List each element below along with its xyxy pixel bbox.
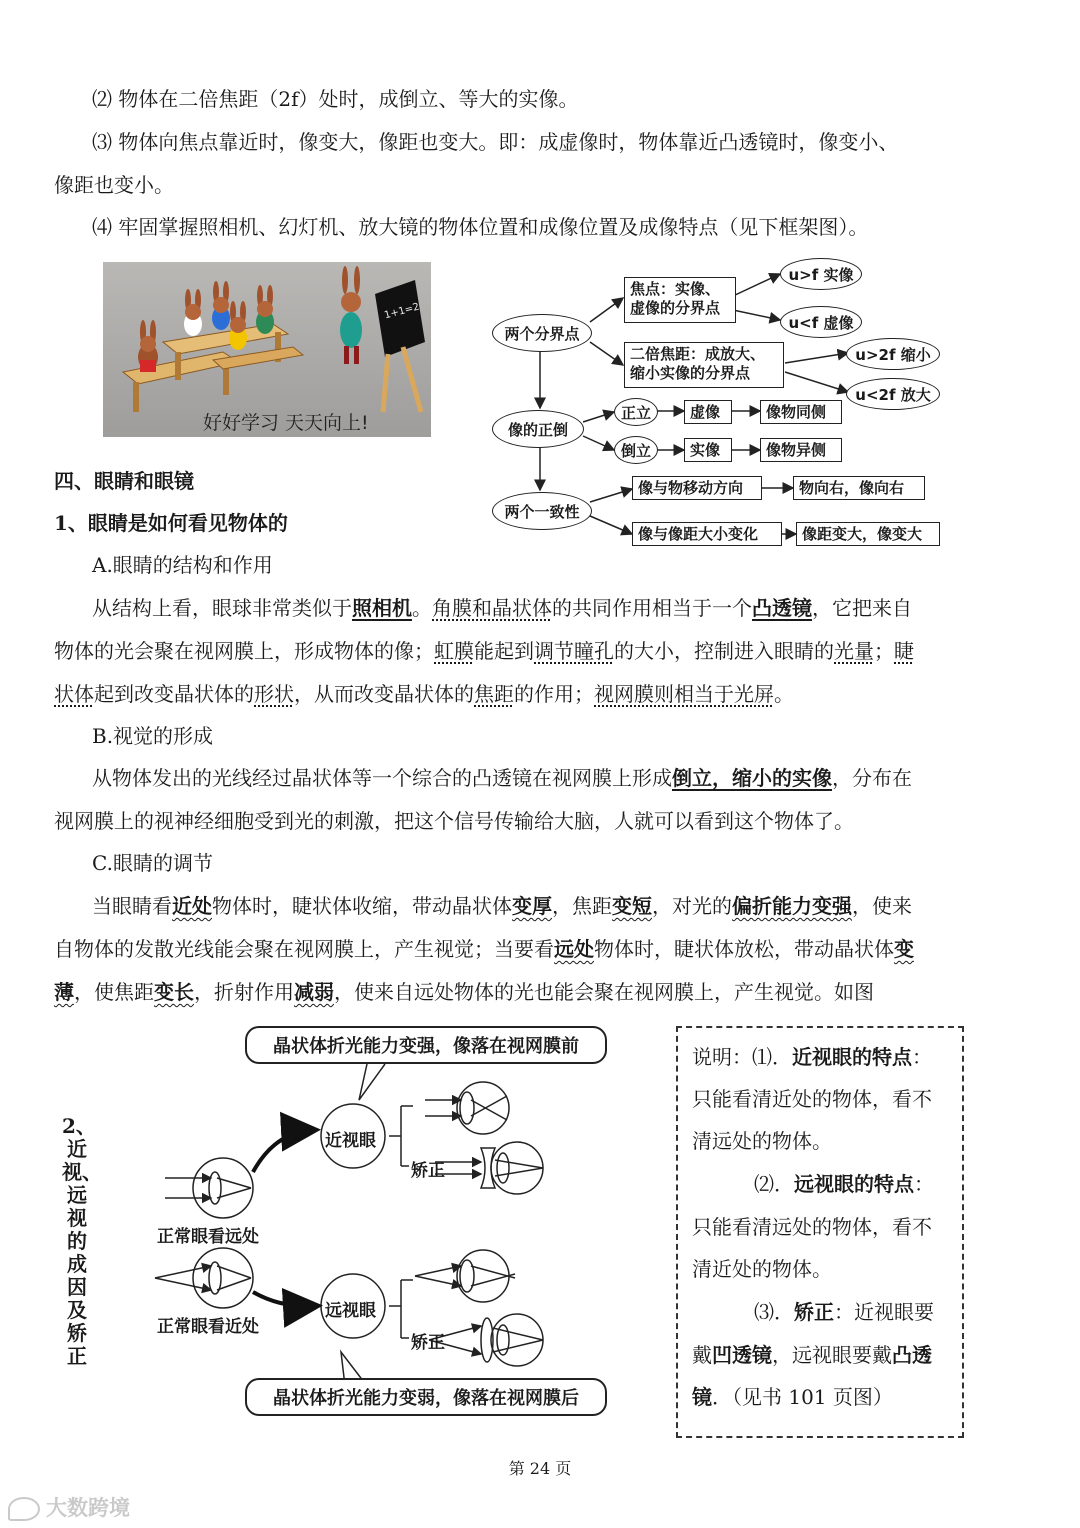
node-two-boundaries: 两个分界点 [492, 314, 592, 352]
box-move-direction: 像与物移动方向 [632, 476, 762, 500]
watermark [8, 1492, 130, 1522]
node-upright: 正立 [614, 398, 658, 426]
watermark-text: 大数跨境 [46, 1496, 130, 1520]
para-a-line-2: 物体的光会聚在视网膜上，形成物体的像；虹膜能起到调节瞳孔的大小，控制进入眼睛的光量；睫 [54, 639, 914, 663]
page-number: 第 24 页 [508, 1459, 572, 1478]
bubble-hyperopia-cause: 晶状体折光能力变弱，像落在视网膜后 [245, 1378, 607, 1416]
two-f-box-line-2: 缩小实像的分界点 [630, 364, 751, 382]
node-u-lt-2f: u<2f 放大 [846, 378, 940, 410]
focus-boundary-box [624, 277, 736, 323]
label-correction-hyperopia: 矫正 [411, 1333, 445, 1353]
note-line-8: 戴凹透镜，远视眼要戴凸透 [692, 1343, 932, 1367]
note-line-6: 清近处的物体。 [692, 1257, 832, 1281]
para-b-line-2: 视网膜上的视神经细胞受到光的刺激，把这个信号传输给大脑，人就可以看到这个物体了。 [54, 809, 854, 833]
node-inverted: 倒立 [614, 436, 658, 464]
myopia-hyperopia-diagram [145, 1022, 635, 1422]
focus-box-line-2: 虚像的分界点 [630, 299, 721, 317]
note-line-7: ⑶．矫正：近视眼要 [754, 1300, 934, 1324]
label-myopia: 近视眼 [325, 1131, 376, 1151]
box-virtual-image: 虚像 [684, 400, 732, 424]
node-two-consistencies: 两个一致性 [492, 492, 592, 530]
item-3: ⑶ 物体向焦点靠近时，像变大，像距也变大。即：成虚像时，物体靠近凸透镜时，像变小、 [92, 130, 899, 154]
item-3-cont: 像距也变小。 [54, 173, 174, 197]
lens-image-flow-diagram [488, 250, 968, 550]
para-a-line-3: 状体起到改变晶状体的形状，从而改变晶状体的焦距的作用；视网膜则相当于光屏。 [54, 682, 794, 706]
photo-caption: 好好学习 天天向上! [203, 412, 369, 434]
subtitle-c: C.眼睛的调节 [92, 851, 213, 875]
para-c-line-2: 自物体的发散光线能会聚在视网膜上，产生视觉；当要看远处物体时，睫状体放松，带动晶状体变 [54, 937, 914, 961]
box-size-change: 像与像距大小变化 [632, 522, 782, 546]
note-line-2: 只能看清近处的物体，看不 [692, 1087, 932, 1111]
para-c-line-1: 当眼睛看近处物体时，睫状体收缩，带动晶状体变厚，焦距变短，对光的偏折能力变强，使来 [92, 894, 912, 918]
explanation-box [676, 1026, 964, 1438]
item-4: ⑷ 牢固掌握照相机、幻灯机、放大镜的物体位置和成像位置及成像特点（见下框架图）。 [92, 215, 869, 239]
note-line-1: 说明：⑴．近视眼的特点： [692, 1045, 932, 1069]
box-size-result: 像距变大，像变大 [796, 522, 940, 546]
photo-rabbits-classroom [103, 262, 431, 437]
para-a-line-1: 从结构上看，眼球非常类似于照相机。角膜和晶状体的共同作用相当于一个凸透镜，它把来自 [92, 596, 912, 620]
focus-box-line-1: 焦点：实像、 [630, 280, 721, 298]
box-different-side: 像物异侧 [760, 438, 842, 462]
blackboard-text: 1+1=2 [383, 301, 421, 322]
para-c-line-3: 薄，使焦距变长，折射作用减弱，使来自远处物体的光也能会聚在视网膜上，产生视觉。如图 [54, 980, 874, 1004]
subtitle-b: B.视觉的形成 [92, 724, 214, 748]
box-move-result: 物向右，像向右 [793, 476, 925, 500]
subtitle-a: A.眼睛的结构和作用 [92, 553, 273, 577]
note-line-3: 清远处的物体。 [692, 1129, 832, 1153]
node-image-orientation: 像的正倒 [492, 410, 584, 448]
para-b-line-1: 从物体发出的光线经过晶状体等一个综合的凸透镜在视网膜上形成倒立，缩小的实像，分布在 [92, 766, 912, 790]
note-line-4: ⑵．远视眼的特点： [754, 1172, 934, 1196]
box-same-side: 像物同侧 [760, 400, 842, 424]
section-4-heading: 四、眼睛和眼镜 [54, 469, 194, 493]
note-line-5: 只能看清远处的物体，看不 [692, 1215, 932, 1239]
label-correction-myopia: 矫正 [411, 1161, 445, 1181]
node-u-lt-f: u<f 虚像 [780, 306, 862, 338]
subsection-1-heading: 1、眼睛是如何看见物体的 [54, 511, 288, 535]
note-line-9: 镜．（见书 101 页图） [692, 1385, 893, 1409]
label-normal-near: 正常眼看近处 [157, 1317, 259, 1337]
two-f-box-line-1: 二倍焦距：成放大、 [630, 345, 766, 363]
bubble-myopia-cause: 晶状体折光能力变强，像落在视网膜前 [245, 1026, 607, 1064]
double-focus-boundary-box [624, 342, 784, 388]
label-normal-far: 正常眼看远处 [157, 1227, 259, 1247]
item-2: ⑵ 物体在二倍焦距（2f）处时，成倒立、等大的实像。 [92, 87, 579, 111]
node-u-gt-f: u>f 实像 [780, 258, 862, 290]
label-hyperopia: 远视眼 [325, 1301, 376, 1321]
subsection-2-vertical-heading: 2、近视、远视的成因及矫正 [62, 1114, 102, 1368]
node-u-gt-2f: u>2f 缩小 [846, 338, 940, 370]
watermark-logo-icon [8, 1497, 40, 1521]
box-real-image: 实像 [684, 438, 732, 462]
